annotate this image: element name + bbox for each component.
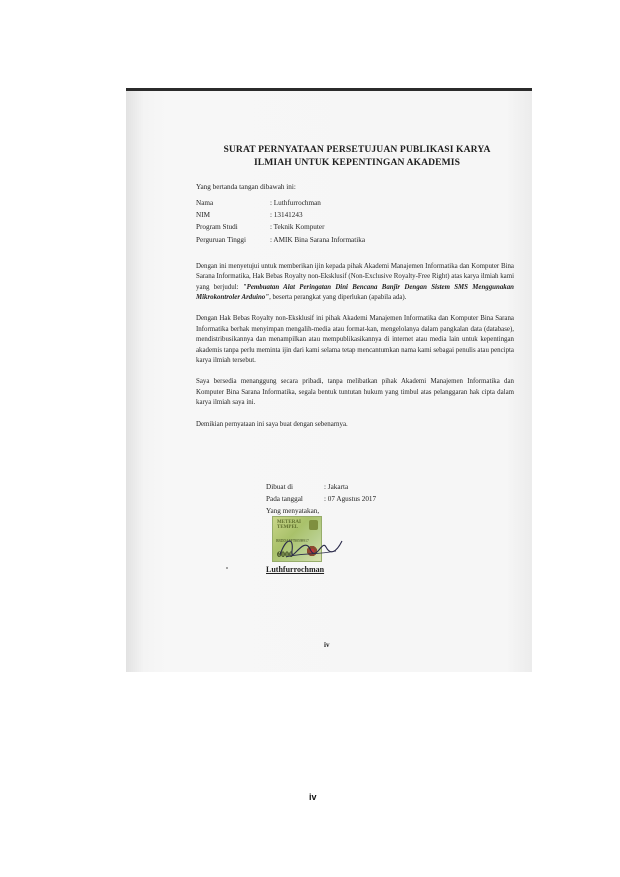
field-label: Nama	[196, 199, 214, 208]
title-line-1: SURAT PERNYATAAN PERSETUJUAN PUBLIKASI KARYA	[223, 144, 491, 155]
paragraph-consent	[196, 262, 514, 304]
field-label: NIM	[196, 211, 210, 220]
stamp-amount: 6000	[277, 550, 293, 559]
field-program	[196, 221, 514, 233]
made-at-row	[266, 481, 436, 493]
page-number: iv	[309, 792, 317, 802]
field-label: Program Studi	[196, 223, 238, 232]
paragraph-liability: Saya bersedia menanggung secara pribadi, tanpa melibatkan pihak Akademi Manajemen Informatika dan Komputer Bina Sarana Informatika, segala bentuk tuntutan hukum yang timbul atas pelanggaran hak cipta dalam karya ilmiah saya ini.	[196, 378, 514, 407]
paragraph-closing: Demikian pernyataan ini saya buat dengan sebenarnya.	[196, 420, 348, 428]
stamp-serial: BBDDAFF788598917	[276, 539, 309, 543]
field-value: : AMIK Bina Sarana Informatika	[270, 235, 366, 244]
field-label: Perguruan Tinggi	[196, 235, 246, 244]
thesis-title: "Pembuatan Alat Peringatan Dini Bencana Banjir Dengan Sistem SMS Menggunakan Mikrokontroler Arduino"	[196, 283, 515, 301]
field-name	[196, 197, 514, 209]
signature-block	[266, 481, 436, 517]
garuda-emblem-icon	[309, 520, 318, 530]
intro-text: Yang bertanda tangan dibawah ini:	[196, 183, 296, 191]
signer-name: Luthfurrochman	[266, 565, 325, 574]
date-row	[266, 493, 436, 505]
handwritten-signature	[276, 531, 346, 561]
scanned-page	[126, 88, 532, 672]
inner-page-number: iv	[324, 641, 330, 649]
field-value: : Teknik Komputer	[270, 223, 325, 232]
scan-speck	[226, 567, 228, 569]
field-value: : 13141243	[270, 211, 303, 220]
field-nim	[196, 209, 514, 221]
document-body	[196, 143, 514, 430]
made-at-label: Dibuat di	[266, 483, 293, 491]
date-label: Pada tanggal	[266, 495, 303, 503]
consent-text: Dengan ini menyetujui untuk memberikan ijin kepada pihak Akademi Manajemen Informatika dan Komputer Bina Sarana Informatika, Hak Bebas Royalty non-Eksklusif (Non-Exclusive Royalty-Free Right) atas karya ilmiah kami yang berjudul:	[196, 262, 514, 291]
field-value: : Luthfurrochman	[270, 199, 321, 208]
made-at-value: : Jakarta	[324, 483, 349, 491]
declarer-text: Yang menyatakan,	[266, 507, 320, 515]
document-title	[200, 143, 514, 169]
field-university	[196, 234, 514, 246]
consent-text-end: , beserta perangkat yang diperlukan (apabila ada).	[269, 293, 407, 301]
title-line-2: ILMIAH UNTUK KEPENTINGAN AKADEMIS	[253, 157, 461, 168]
stamp-label: METERAI TEMPEL	[277, 520, 301, 530]
paragraph-rights: Dengan Hak Bebas Royalty non-Eksklusif ini pihak Akademi Manajemen Informatika dan Komputer Bina Sarana Informatika berhak menyimpan mengalih-media atau format-kan, mengelolanya dalam pangkalan data (database), mendistribusikannya dan menampilkan atau mempublikasikannya di internet atau media lain untuk kepentingan akademis tanpa perlu meminta ijin dari kami selama tetap mencantumkan nama kami sebagai penulis atau pencipta karya ilmiah tersebut.	[196, 315, 514, 364]
identity-fields	[196, 197, 514, 246]
date-value: : 07 Agustus 2017	[324, 495, 377, 503]
